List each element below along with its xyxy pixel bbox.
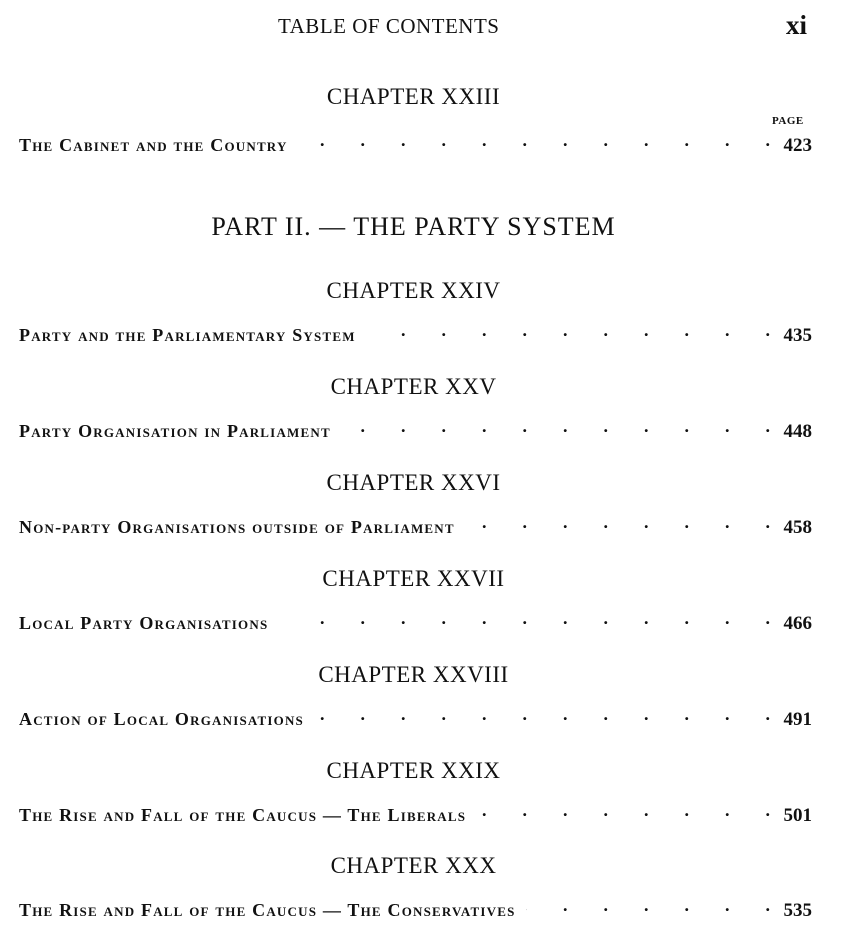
entry-page-number: 458 <box>783 517 812 538</box>
dot-leader <box>476 800 770 821</box>
toc-entry[interactable] <box>19 512 812 540</box>
dot-leader <box>526 895 770 916</box>
entry-title: Non-party Organisations outside of Parliament <box>19 517 455 537</box>
dot-leader <box>465 512 770 533</box>
entry-title: Local Party Organisations <box>19 613 269 633</box>
chapter-heading: CHAPTER XXV <box>330 374 497 399</box>
chapter-heading: CHAPTER XXVIII <box>318 662 509 687</box>
entry-page-number: 435 <box>783 325 812 346</box>
entry-page-number: 491 <box>783 709 812 730</box>
entry-page-number: 448 <box>783 421 812 442</box>
dot-leader <box>366 320 770 341</box>
dot-leader <box>314 704 770 725</box>
toc-entry[interactable] <box>19 608 812 636</box>
toc-entry[interactable] <box>19 416 812 444</box>
entry-page-number: 466 <box>783 613 812 634</box>
part-title: PART II. — THE PARTY SYSTEM <box>211 212 616 241</box>
toc-entry[interactable] <box>19 895 812 923</box>
toc-entry[interactable] <box>19 130 812 158</box>
chapter-heading: CHAPTER XXIV <box>326 278 501 303</box>
dot-leader <box>278 608 770 629</box>
entry-title: The Cabinet and the Country <box>19 135 288 155</box>
toc-entry[interactable] <box>19 704 812 732</box>
page-column-label: PAGE <box>772 115 804 127</box>
chapter-heading: CHAPTER XXIX <box>326 758 501 783</box>
entry-title: Action of Local Organisations <box>19 709 304 729</box>
page-number: xi <box>786 10 808 40</box>
entry-title: The Rise and Fall of the Caucus — The Liberals <box>19 805 467 825</box>
chapter-heading: CHAPTER XXVI <box>326 470 501 495</box>
chapter-heading: CHAPTER XXIII <box>326 84 501 109</box>
entry-title: The Rise and Fall of the Caucus — The Conservatives <box>19 900 516 920</box>
entry-page-number: 535 <box>783 900 812 921</box>
dot-leader <box>298 130 770 151</box>
entry-title: Party and the Parliamentary System <box>19 325 356 345</box>
running-head: TABLE OF CONTENTS <box>278 14 500 38</box>
chapter-heading: CHAPTER XXVII <box>322 566 505 591</box>
entry-page-number: 501 <box>783 805 812 826</box>
toc-entry[interactable] <box>19 800 812 828</box>
dot-leader <box>341 416 770 437</box>
toc-entry[interactable] <box>19 320 812 348</box>
entry-title: Party Organisation in Parliament <box>19 421 331 441</box>
chapter-heading: CHAPTER XXX <box>330 853 497 878</box>
entry-page-number: 423 <box>783 135 812 156</box>
